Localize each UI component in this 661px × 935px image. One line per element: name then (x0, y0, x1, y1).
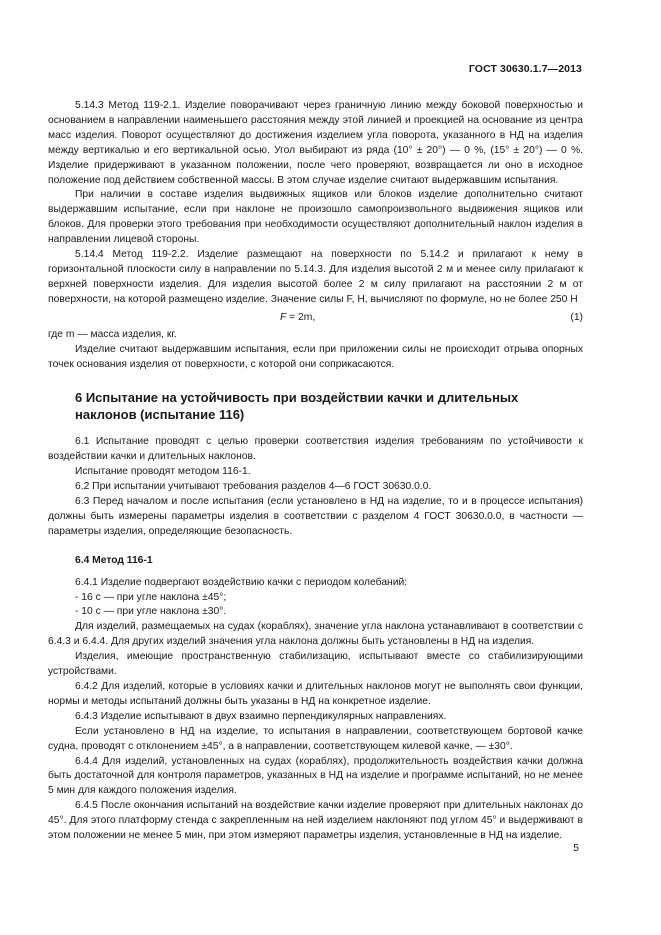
paragraph-5-14-3: 5.14.3 Метод 119-2.1. Изделие поворачивают через граничную линию между боковой поверхностью и основанием в направлении наименьшего расстояния между этой линией и проекцией на основание из центра масс изделия. Поворот осуществляют до достижения изделием угла поворота, указанного в НД на изделия между вертикалью и его вертикальной осью. Угол выбирают из ряда (10° ± 20°) — 0 %, (15° ± 20°) — 0 %. Изделие придерживают в указанном положении, после чего проверяют, возвращается ли оно в исходное положение под действием собственной массы. В этом случае изделие считают выдержавшим испытания. (48, 100, 583, 186)
paragraph-6-4-2: 6.4.2 Для изделий, которые в условиях качки и длительных наклонов могут не выполнять свои функции, нормы и методы испытаний должны быть указаны в НД на конкретное изделие. (48, 681, 583, 707)
list-item-16s: - 16 с — при угле наклона ±45°; (75, 591, 227, 603)
list-item-10s: - 10 с — при угле наклона ±30°. (75, 606, 227, 618)
paragraph-stabilization: Изделия, имеющие пространственную стабилизацию, испытывают вместе со стабилизирующими устройствами. (48, 651, 583, 678)
formula-where-line: где m — масса изделия, кг. (48, 328, 177, 340)
paragraph-result: Изделие считают выдержавшим испытания, если при приложении силы не происходит отрыва опорных точек основания изделия от поверхности, с которой они соприкасаются. (48, 343, 583, 370)
formula-lhs: F (280, 311, 287, 323)
paragraph-6-4-5: 6.4.5 После окончания испытаний на воздействие качки изделие проверяют при длительных наклонах до 45°. Для этого платформу стенда с закрепленным на ней изделием наклоняют под углом 45° и выдерживают в этом положении не менее 5 мин, при этом измеряют параметры изделия, установленные в НД на изделие. (48, 800, 583, 842)
page-number: 5 (573, 843, 579, 854)
paragraph-method: Испытание проводят методом 116-1. (75, 466, 251, 478)
paragraph-6-1: 6.1 Испытание проводят с целью проверки соответствия изделия требованиям по устойчивости к воздействии качки и длительных наклонов. (48, 436, 583, 463)
paragraph-ships: Для изделий, размещаемых на судах (кораблях), значение угла наклона устанавливают в соответствии с 6.4.3 и 6.4.4. Для других изделий значения угла наклона должны быть установлены в НД на изделия. (48, 621, 583, 648)
subsection-6-4-heading: 6.4 Метод 116-1 (75, 554, 153, 566)
paragraph-rolling: Если установлено в НД на изделие, то испытания в направлении, соответствующем бортовой качке судна, проводят с отклонением ±45°, а в направлении, соответствующем килевой качке, — ±30°. (48, 725, 583, 752)
section-6-heading: 6 Испытание на устойчивость при воздействии качки и длительных наклонов (испытание 116) (75, 390, 519, 423)
formula-number: (1) (570, 311, 583, 323)
paragraph-6-4-4: 6.4.4 Для изделий, установленных на судах (кораблях), продолжительность воздействия качки должна быть достаточной для контроля параметров, указанных в НД на изделие и программе испытаний, но не менее 5 мин для каждого положения изделия. (48, 755, 583, 797)
paragraph-6-2: 6.2 При испытании учитывают требования разделов 4—6 ГОСТ 30630.0.0. (75, 481, 432, 493)
paragraph-drawers: При наличии в составе изделия выдвижных ящиков или блоков изделие дополнительно считают выдержавшим испытание, если при наклоне не произошло самопроизвольного выдвижения ящиков или блоков. Для проверки этого требования при необходимости осуществляют дополнительный наклон изделия в направлении лицевой стороны. (48, 189, 583, 246)
paragraph-6-4-1: 6.4.1 Изделие подвергают воздействию качки с периодом колебаний: (75, 576, 408, 588)
paragraph-6-3: 6.3 Перед началом и после испытания (если установлено в НД на изделие, то и в процессе испытания) должны быть измерены параметры изделия в соответствии с разделом 4 ГОСТ 30630.0.0, в частности — параметры изделия, определяющие безопасность. (48, 496, 583, 537)
formula-expression (280, 311, 315, 326)
document-code: ГОСТ 30630.1.7—2013 (468, 63, 582, 75)
formula-1 (48, 310, 583, 328)
page-content (48, 99, 583, 844)
formula-rhs: = 2m, (286, 311, 316, 323)
paragraph-6-4-3: 6.4.3 Изделие испытывают в двух взаимно перпендикулярных направлениях. (75, 710, 447, 722)
paragraph-5-14-4: 5.14.4 Метод 119-2.2. Изделие размещают на поверхности по 5.14.2 и прилагают к нему в горизонтальной плоскости силу в направлении по 5.14.3. Для изделия высотой 2 м и менее силу прилагают к верхней поверхности изделия. Для изделия высотой более 2 м силу прилагают на расстоянии 2 м от поверхности, на которой размещено изделие. Значение силы F, Н, вычисляют по формуле, но не более 250 Н (48, 249, 583, 305)
